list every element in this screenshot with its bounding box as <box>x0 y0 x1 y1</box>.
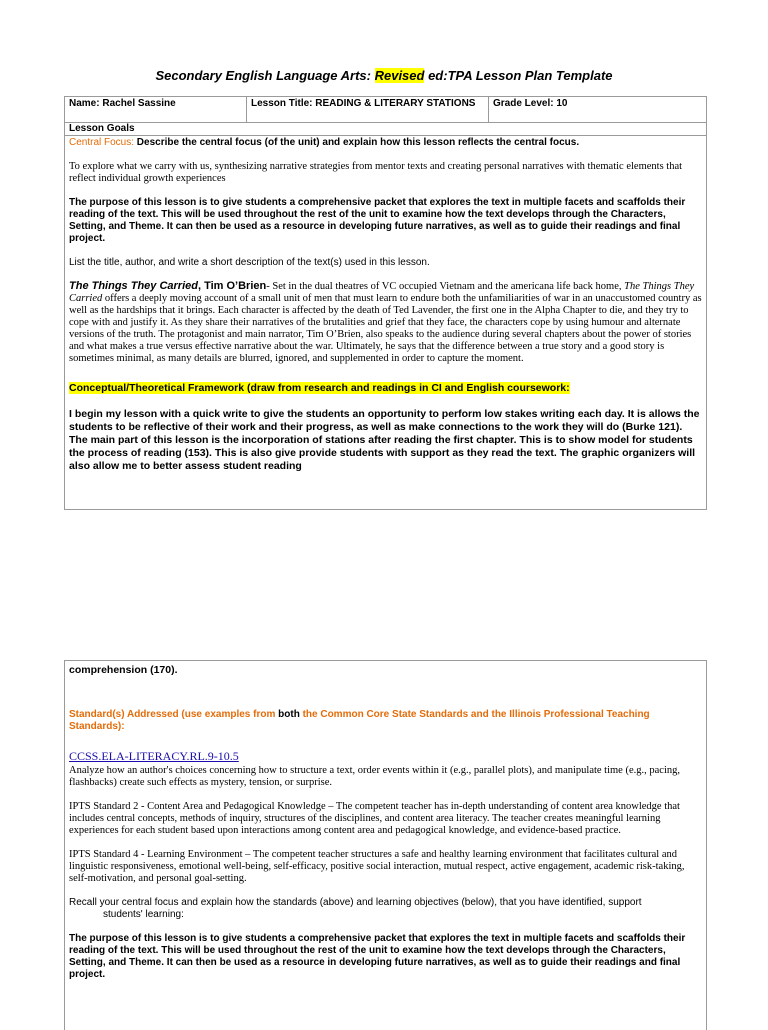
text-description <box>69 280 702 365</box>
lesson-goals-heading: Lesson Goals <box>65 123 706 136</box>
central-focus-instructions: Describe the central focus (of the unit) and explain how this lesson reflects the central focus. <box>134 137 580 148</box>
header-row <box>65 97 706 123</box>
framework-heading <box>69 382 702 394</box>
ipts-standard-4: IPTS Standard 4 - Learning Environment – The competent teacher structures a safe and healthy learning environment that facilitates cultural and linguistic responsiveness, emotional well-being, self-efficacy, positive social interaction, mutual respect, active engagement, academic risk-taking, self-motivation, and personal goal-setting. <box>69 849 685 884</box>
description-part-a: - Set in the dual theatres of VC occupied Vietnam and the americana life back home, <box>266 281 625 292</box>
lesson-plan-table-page2 <box>64 660 707 1030</box>
grade-level-cell: Grade Level: 10 <box>493 98 568 109</box>
description-book-title: The Things They Carried <box>69 281 695 304</box>
standards-heading-a: Standard(s) Addressed (use examples from <box>69 709 279 720</box>
central-focus-text: To explore what we carry with us, synthesizing narrative strategies from mentor texts and creating personal narratives with thematic elements that reflect individual growth experiences <box>69 161 683 184</box>
central-focus-label: Central Focus: <box>69 137 135 148</box>
framework-text: I begin my lesson with a quick write to give the students an opportunity to perform low stakes writing each day. It is allows the students to be reflective of their work and their progress, as well as make connections to the work they will do (Burke 121). The main part of this lesson is the incorporation of stations after reading the first chapter. This is to show model for students the process of reading (153). This is also give provide students with support as they read the text. The graphic organizers will also allow me to better assess student reading <box>69 408 700 472</box>
ccss-link-line <box>69 747 702 765</box>
text-list-prompt: List the title, author, and write a short description of the text(s) used in this lesson. <box>69 257 430 268</box>
standards-heading-b: the Common Core State Standards and the Illinois Professional Teaching Standards): <box>69 709 650 732</box>
recall-prompt-cont: students' learning: <box>103 909 184 920</box>
name-cell: Name: Rachel Sassine <box>65 97 247 122</box>
lesson-plan-table-page1 <box>64 96 707 510</box>
standards-heading-both: both <box>278 709 300 720</box>
recall-prompt: Recall your central focus and explain how the standards (above) and learning objectives (below), that you have identified, support <box>69 897 642 908</box>
standards-heading <box>69 709 702 733</box>
book-author: , Tim O’Brien <box>197 280 267 292</box>
title-part-a: Secondary English Language Arts: <box>155 68 375 83</box>
document-title <box>0 68 768 83</box>
central-focus-prompt <box>69 137 702 149</box>
ccss-standard-link[interactable]: CCSS.ELA-LITERACY.RL.9-10.5 <box>69 749 239 763</box>
book-title: The Things They Carried <box>69 280 198 292</box>
description-part-b: offers a deeply moving account of a small unit of men that must learn to endure both the unfamiliarities of war in an unaccustomed country as well as the hardships that it brings. Each character is affected by the death of Ted Lavender, the first one in the Alpha Chapter to die, and they try to cope with and justify it. As they share their narratives of the brutalities and grief that they face, the characters cope by using humour and alternate versions of the truth. The protagonist and main narrator, Tim O’Brien, also speaks to the audience during several chapters about the power of stories and what makes a true versus effective narrative about the war. Ultimately, he says that the difference between a true story and a good story is sometimes minimal, as many details are blurred, ignored, and supplemented in order to capture the moment. <box>69 293 702 364</box>
framework-continued: comprehension (170). <box>69 664 178 676</box>
central-focus-cell <box>65 136 706 477</box>
standards-purpose: The purpose of this lesson is to give students a comprehensive packet that explores the text in multiple facets and scaffolds their reading of the text. This will be used throughout the rest of the unit to examine how the text develops through the Characters, Setting, and Theme. It can then be used as a resource in developing future narratives, as well as to guide their readings and final project. <box>69 933 686 980</box>
title-revised-highlight: Revised <box>374 68 425 83</box>
central-focus-purpose: The purpose of this lesson is to give students a comprehensive packet that explores the text in multiple facets and scaffolds their reading of the text. This will be used throughout the rest of the unit to examine how the text develops through the Characters, Setting, and Theme. It can then be used as a resource in developing future narratives, as well as to guide their readings and final project. <box>69 197 686 244</box>
ipts-standard-2: IPTS Standard 2 - Content Area and Pedagogical Knowledge – The competent teacher has in-depth understanding of content area knowledge that includes central concepts, methods of inquiry, structures of the disciplines, and content area literacy. The teacher creates meaningful learning experiences for each student based upon interactions among content area and pedagogical knowledge, and evidence-based practice. <box>69 801 680 836</box>
lesson-title-cell: Lesson Title: READING & LITERARY STATIONS <box>247 97 489 122</box>
ccss-standard-text: Analyze how an author's choices concerning how to structure a text, order events within it (e.g., parallel plots), and manipulate time (e.g., pacing, flashbacks) create such effects as mystery, tension, or surprise. <box>69 765 680 788</box>
standards-cell <box>65 661 706 985</box>
title-part-b: ed:TPA Lesson Plan Template <box>424 68 613 83</box>
framework-heading-text: Conceptual/Theoretical Framework (draw from research and readings in CI and English coursework: <box>69 382 570 394</box>
